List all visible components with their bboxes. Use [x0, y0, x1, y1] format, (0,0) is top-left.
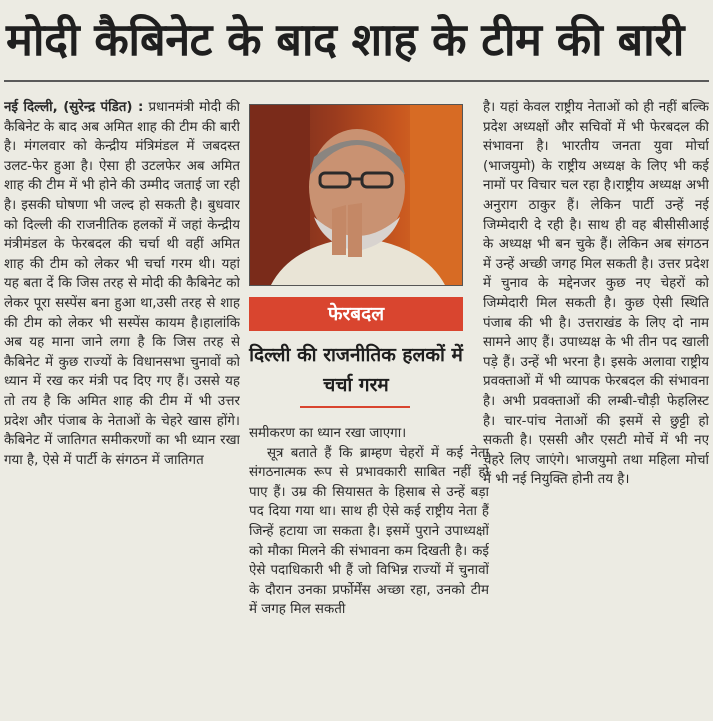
caption-underline — [300, 406, 410, 408]
dateline: नई दिल्ली, (सुरेन्द्र पंडित) : — [4, 100, 144, 115]
left-column-text: प्रधानमंत्री मोदी की कैबिनेट के बाद अब अमित शाह की टीम की बारी है। मंगलवार को केन्द्रीय मंत्रिमंडल में जबदस्त उलट-फेर हुआ है। ऐसा ही उटलफेर अब अमित शाह की टीम में भी होने की उम्मीद जताई जा रही है। इसकी घोषणा भी जल्द हो सकती है। बुधवार को दिल्ली की राजनीतिक हलकों में जहां केन्द्रीय मंत्रीमंडल के फेरबदल की चर्चा थी वहीं अमित शाह की टीम को लेकर भी चर्चा गरम थी। यहां यह बता दें कि जिस तरह से मोदी की कैबिनेट को लेकर पूरा सस्पेंस बना हुआ था,उसी तरह से शाह की टीम को लेकर भी सस्पेंस कायम है।हालांकि अब यह माना जाने लगा है कि जिस तरह से कैबिनेट में कुछ राज्यों के विधानसभा चुनावों को ध्यान में रख कर मंत्री पद दिए गए हैं। उससे यह तो तय है कि अमित शाह की टीम में भी उत्तर प्रदेश और पंजाब के नेताओं के चेहरे खास होंगे। कैबिनेट में जातिगत समीकरणों का भी ध्यान रखा गया है, ऐसे में पार्टी के संगठन में जातिगत — [4, 100, 240, 468]
photo-caption: दिल्ली की राजनीतिक हलकों में चर्चा गरम — [249, 344, 463, 396]
photo-label: फेरबदल — [249, 297, 463, 331]
middle-paragraph-1: समीकरण का ध्यान रखा जाएगा। — [249, 426, 407, 441]
headline: मोदी कैबिनेट के बाद शाह के टीम की बारी — [6, 13, 684, 66]
article-column-right — [483, 98, 709, 720]
right-column-text: है। यहां केवल राष्ट्रीय नेताओं को ही नहीं बल्कि प्रदेश अध्यक्षों और सचिवों में भी फेरबदल की संभावना है। भारतीय जनता युवा मोर्चा (भाजयुमो) के राष्ट्रीय अध्यक्ष के लिए भी कई नामों पर विचार चल रहा है।राष्ट्रीय अध्यक्ष अभी अनुराग ठाकुर हैं। लेकिन पार्टी उन्हें नई जिम्मेदारी दे रही है। साथ ही वह बीसीसीआई के अध्यक्ष भी बन चुके हैं। लेकिन अब संगठन में उन्हें अच्छी जगह मिल सकती है। उत्तर प्रदेश में चुनाव के मद्देनजर कुछ नए चेहरों को जिम्मेदारी मिल सकती है। कुछ ऐसी स्थिति पंजाब की भी है। उत्तराखंड के लिए दो नाम सामने आए हैं। उपाध्यक्ष के भी तीन पद खाली पड़े हैं। उन्हें भी भरना है। इसके अलावा राष्ट्रीय प्रवक्ताओं में भी व्यापक फेरबदल की संभावना है। अभी प्रवक्ताओं की लम्बी-चौड़ी फेहलिस्ट है। चार-पांच नेताओं की इसमें से छुट्टी हो सकती है। एससी और एसटी मोर्चे में भी नए चेहरे लिए जाएंगे। भाजयुमो तथा महिला मोर्चा में भी नई नियुक्ति होनी तय है। — [483, 100, 709, 488]
article-column-middle — [249, 424, 489, 720]
middle-paragraph-2: सूत्र बताते हैं कि ब्राम्हण चेहरों में कई नेता संगठनात्मक रूप से प्रभावकारी साबित नहीं हो पाए हैं। उम्र की सियासत के हिसाब से उन्हें बड़ा पद दिया गया था। साथ ही ऐसे कई राष्ट्रीय नेता हैं जिन्हें हटाया जा सकता है। इसमें पुराने उपाध्यक्षों को मौका मिलने की संभावना कम दिखती है। कई ऐसे पदाधिकारी भी हैं जो विभिन्न राज्यों में चुनावों के दौरान उनका प्रर्फोर्मेंस अच्छा रहा, उनको टीम में जगह मिल सकती — [249, 445, 489, 618]
article-column-left — [4, 98, 240, 720]
headline-rule — [4, 80, 709, 82]
politician-photo — [249, 104, 463, 286]
portrait-illustration — [250, 105, 463, 286]
